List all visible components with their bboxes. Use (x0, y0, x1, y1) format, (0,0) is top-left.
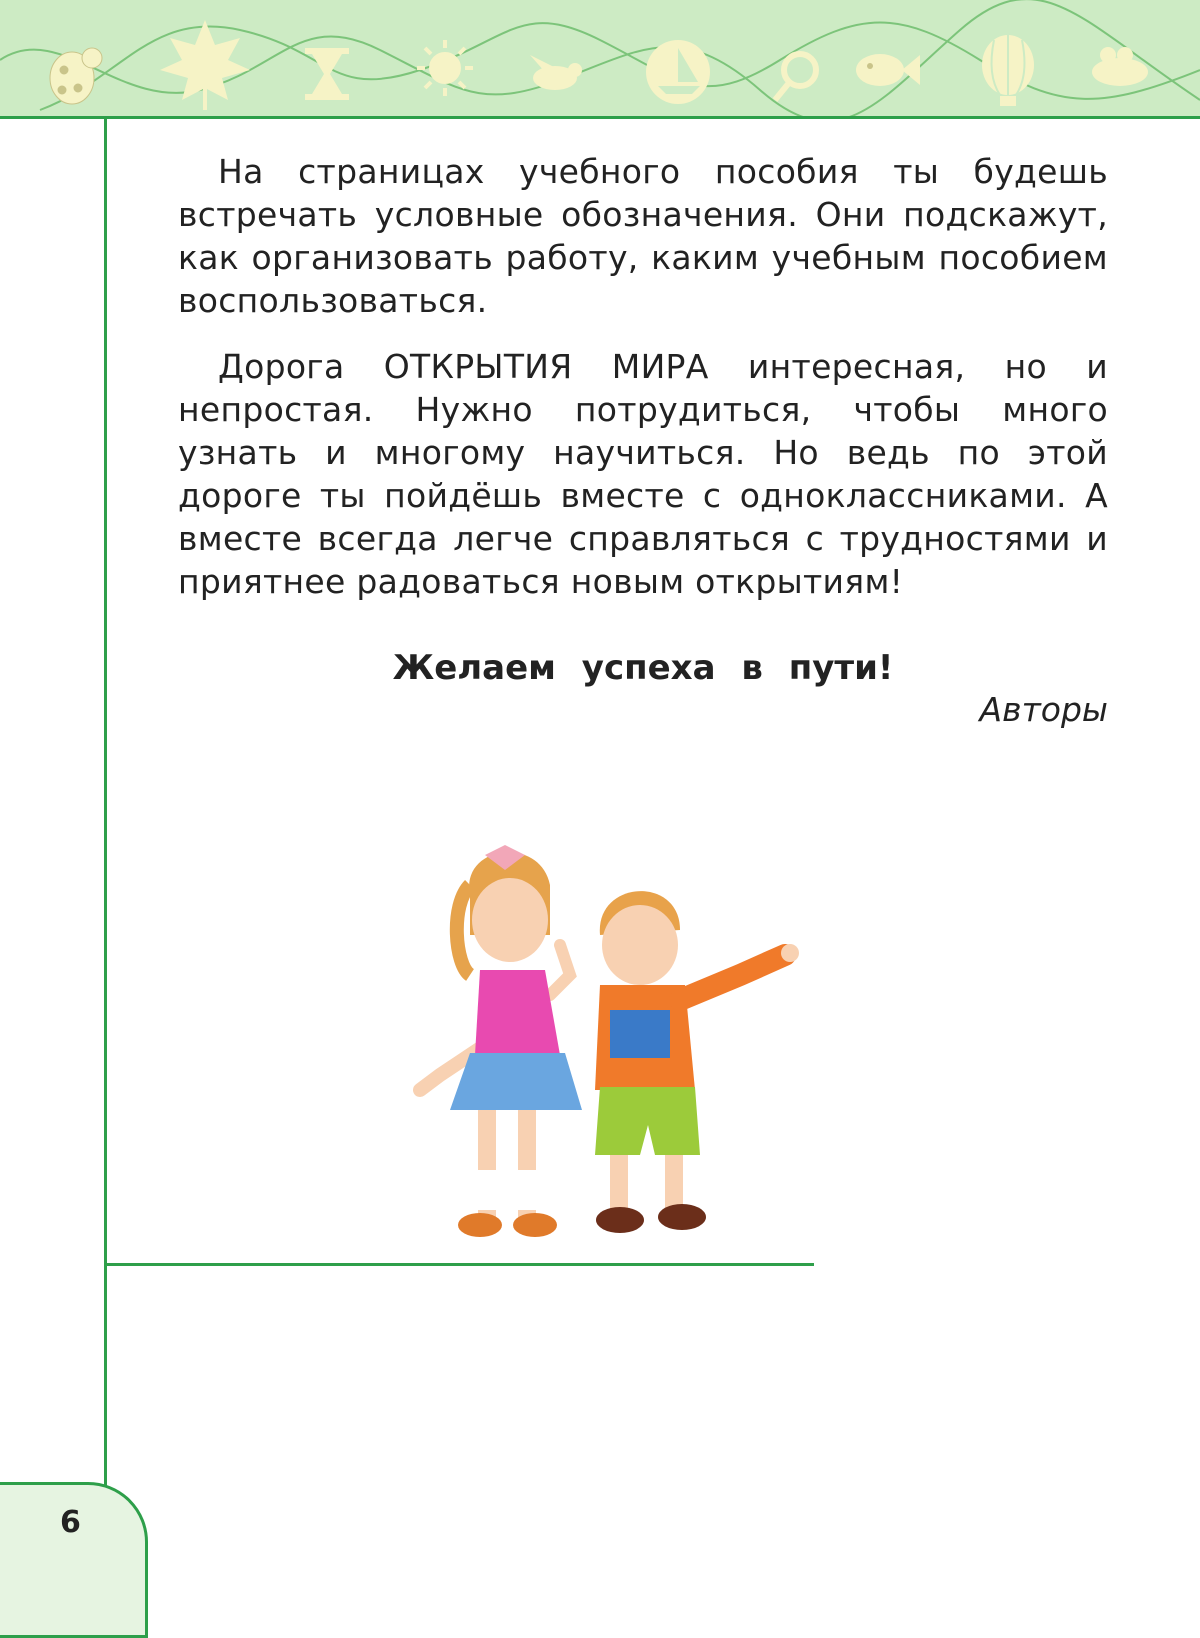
kids-illustration (410, 825, 810, 1275)
banner-decoration (0, 0, 1200, 118)
authors-signature: Авторы (979, 690, 1108, 729)
wish-heading: Желаем успеха в пути! (392, 648, 894, 688)
margin-line (104, 118, 107, 1604)
road-paragraph (178, 345, 1108, 603)
maple-leaf-icon (160, 20, 250, 110)
girl-figure (420, 845, 582, 1237)
paragraph-1: На страницах учебного пособия ты будешь встречать условные обозначения. Они подскажут, как организовать работу, каким учебным пособием воспользоваться. (178, 152, 1108, 320)
mouse-icon (1092, 47, 1148, 86)
ladybug-icon (50, 48, 102, 104)
sailboat-icon (646, 40, 710, 104)
magnifier-icon (775, 54, 816, 100)
intro-paragraph (178, 150, 1108, 322)
top-banner (0, 0, 1200, 118)
hot-air-balloon-icon (982, 35, 1034, 106)
bird-icon (530, 55, 582, 90)
floor-line (104, 1263, 814, 1266)
paragraph-2: Дорога ОТКРЫТИЯ МИРА интересная, но и непростая. Нужно потрудиться, чтобы много узнать и многому научиться. Но ведь по этой дороге ты пойдёшь вместе с одноклассниками. А вместе всегда легче справляться с трудностями и приятнее радоваться новым открытиям! (178, 347, 1108, 601)
banner-border (0, 116, 1200, 119)
fish-icon (856, 54, 920, 86)
boy-figure (595, 891, 799, 1233)
page-number: 6 (60, 1505, 81, 1540)
